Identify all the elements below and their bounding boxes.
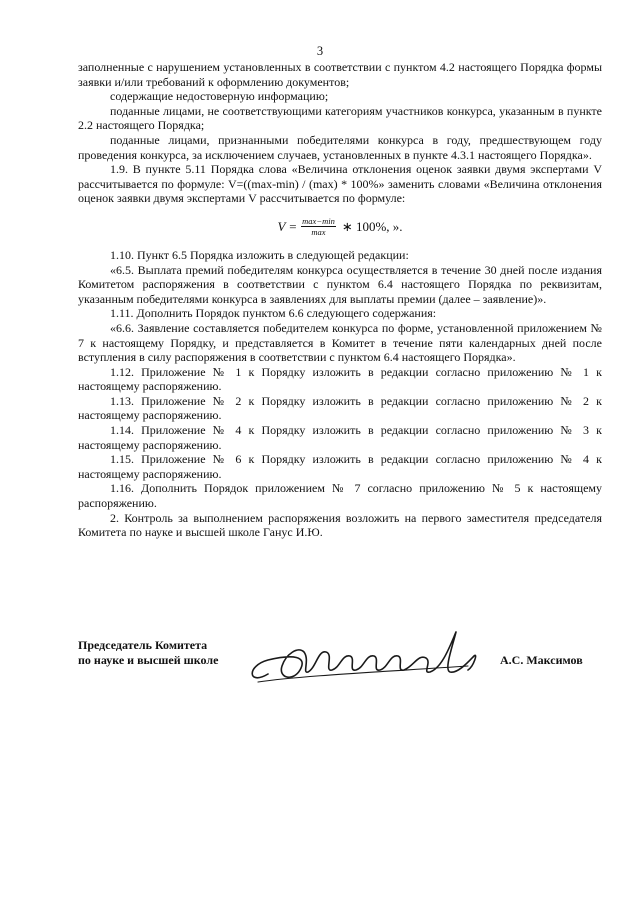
document-body [78, 60, 602, 540]
paragraph: содержащие недостоверную информацию; [110, 89, 329, 104]
signatory-title [78, 638, 218, 668]
paragraph: 1.12. Приложение № 1 к Порядку изложить в редакции согласно приложению № 1 к настоящему распоряжению. [78, 364, 602, 394]
signature-block [78, 638, 602, 698]
paragraph: 1.11. Дополнить Порядок пунктом 6.6 следующего содержания: [110, 306, 437, 321]
paragraph: 1.9. В пункте 5.11 Порядка слова «Величина отклонения оценок заявки двумя экспертами V рассчитывается по формуле: V=((max-min) / (max) * 100%» заменить словами «Величина отклонения оценок заявки двумя экспертами V рассчитывается по формуле: [78, 162, 602, 206]
paragraph: 1.16. Дополнить Порядок приложением № 7 согласно приложению № 5 к настоящему распоряжению. [78, 481, 602, 511]
paragraph: заполненные с нарушением установленных в соответствии с пунктом 4.2 настоящего Порядка формы заявки и/или требований к оформлению документов; [78, 60, 602, 89]
signatory-title-line: по науке и высшей школе [78, 653, 219, 667]
formula-numerator: max−min [302, 216, 335, 227]
paragraph: 1.14. Приложение № 4 к Порядку изложить в редакции согласно приложению № 3 к настоящему распоряжению. [78, 423, 602, 452]
signatory-name: А.С. Максимов [500, 653, 583, 667]
paragraph: «6.5. Выплата премий победителям конкурса осуществляется в течение 30 дней после издания Комитетом распоряжения в соответствии с пунктом 6.4 настоящего Порядка по реквизитам, указанным победителями конкурса в заявлениях для выплаты премии (далее – заявление)». [78, 262, 602, 306]
formula-denominator: max [311, 227, 326, 238]
signatory-title-line: Председатель Комитета [78, 638, 208, 652]
paragraph: 2. Контроль за выполнением распоряжения возложить на первого заместителя председателя Комитета по науке и высшей школе Ганус И.Ю. [78, 510, 602, 540]
paragraph: «6.6. Заявление составляется победителем конкурса по форме, установленной приложением № 7 к настоящему Порядку, и представляется в Комитет в течение пяти календарных дней после вступления в силу распоряжения в соответствии с пунктом 6.4 настоящего Порядка». [78, 320, 602, 365]
page-number: 3 [316, 44, 324, 58]
paragraph: поданные лицами, не соответствующими категориям участников конкурса, указанным в пункте 2.2 настоящего Порядка; [78, 103, 602, 133]
formula-rest: ∗ 100%, ». [341, 218, 403, 234]
paragraph: 1.15. Приложение № 6 к Порядку изложить в редакции согласно приложению № 4 к настоящему распоряжению. [78, 452, 602, 481]
paragraph: 1.13. Приложение № 2 к Порядку изложить в редакции согласно приложению № 2 к настоящему распоряжению. [78, 393, 602, 423]
formula-fraction [301, 216, 336, 237]
paragraph: поданные лицами, признанными победителями конкурса в году, предшествующем году проведения конкурса, за исключением случаев, установленных в пункте 4.3.1 настоящего Порядка». [78, 132, 602, 162]
paragraph: 1.10. Пункт 6.5 Порядка изложить в следующей редакции: [110, 247, 409, 262]
formula-lhs: V = [277, 218, 298, 234]
handwritten-signature-icon [238, 626, 508, 696]
formula [78, 216, 602, 238]
